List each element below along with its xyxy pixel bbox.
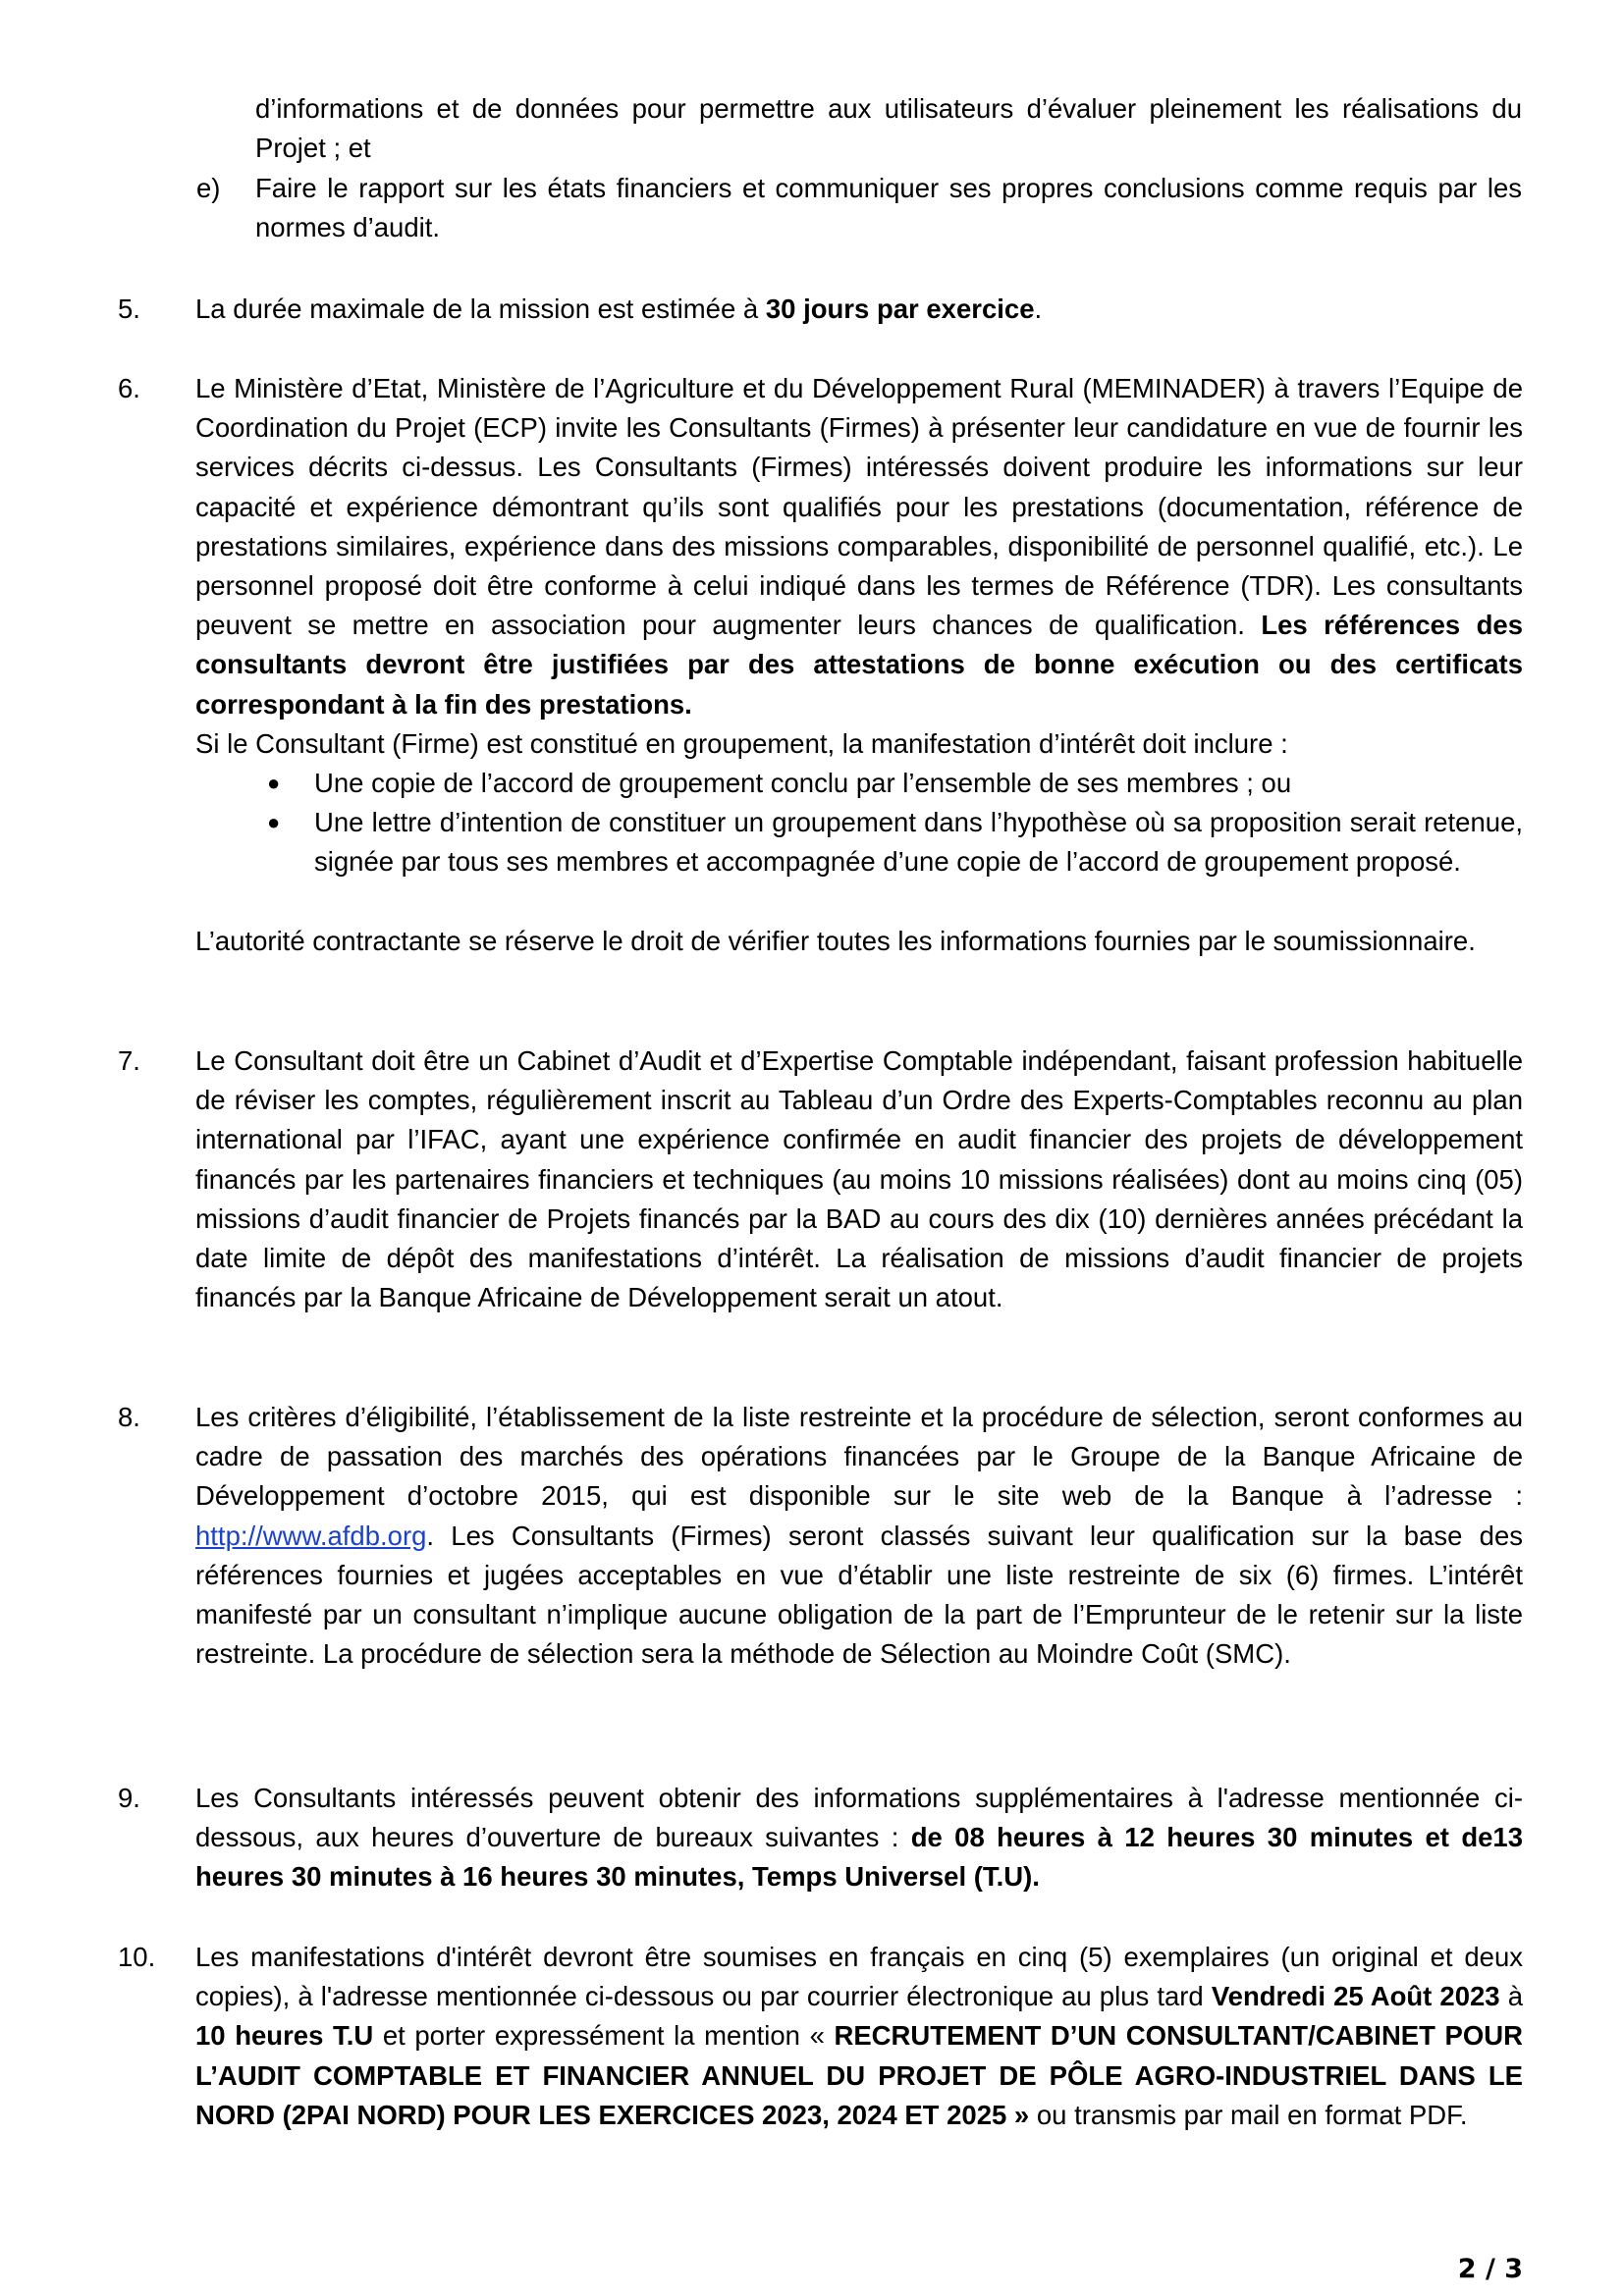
group-intro: Si le Consultant (Firme) est constitué en groupement, la manifestation d’intérêt doit inclure : xyxy=(195,728,1288,759)
paragraph-8: Les critères d’éligibilité, l’établissement de la liste restreinte et la procédure de sélection, seront conformes au cadre de passation des marchés des opérations financées par le Groupe de la Banque Africaine de Développement d’octobre 2015, qui est disponible sur le site web de la Banque à l’adresse : http://www.afdb.org. Les Consultants (Firmes) seront classés suivant leur qualification sur la base des références fournies et jugées acceptables en vue d’établir une liste restreinte de six (6) firmes. L’intérêt manifesté par un consultant n’implique aucune obligation de la part de l’Emprunteur de le retenir sur la liste restreinte. La procédure de sélection sera la méthode de Sélection au Moindre Coût (SMC). xyxy=(195,1402,1523,1670)
list-label-e: e) xyxy=(196,173,221,203)
paragraph-number-5: 5. xyxy=(118,294,140,324)
paragraph-number-9: 9. xyxy=(118,1783,140,1813)
page-number: 2 / 3 xyxy=(1457,2254,1523,2284)
paragraph-6-closing: L’autorité contractante se réserve le droit de vérifier toutes les informations fournies par le soumissionnaire. xyxy=(195,926,1476,956)
continuation-item-d: d’informations et de données pour permettre aux utilisateurs d’évaluer pleinement les réalisations du Projet ; et xyxy=(255,93,1522,164)
list-item-e: Faire le rapport sur les états financiers et communiquer ses propres conclusions comme requis par les normes d’audit. xyxy=(255,173,1522,243)
deadline-date: Vendredi 25 Août 2023 xyxy=(1211,1981,1500,2012)
office-hours: de 08 heures à 12 heures 30 minutes et de13 heures 30 minutes à 16 heures 30 minutes, Temps Universel (T.U). xyxy=(195,1822,1524,1893)
mission-duration: 30 jours par exercice xyxy=(765,294,1035,324)
paragraph-6: Le Ministère d’Etat, Ministère de l’Agriculture et du Développement Rural (MEMINADER) à travers l’Equipe de Coordination du Projet (ECP) invite les Consultants (Firmes) à présenter leur candidature en vue de fournir les services décrits ci-dessus. Les Consultants (Firmes) intéressés doivent produire les informations sur leur capacité et expérience démontrant qu’ils sont qualifiés pour les prestations (documentation, référence de prestations similaires, expérience dans des missions comparables, disponibilité de personnel qualifié, etc.). Le personnel proposé doit être conforme à celui indiqué dans les termes de Référence (TDR). Les consultants peuvent se mettre en association pour augmenter leurs chances de qualification. Les références des consultants devront être justifiées par des attestations de bonne exécution ou des certificats correspondant à la fin des prestations. xyxy=(195,373,1523,720)
bullet-icon: ● xyxy=(267,771,281,795)
paragraph-number-8: 8. xyxy=(118,1402,140,1432)
submission-title: RECRUTEMENT D’UN CONSULTANT/CABINET POUR L’AUDIT COMPTABLE ET FINANCIER ANNUEL DU PROJET DE PÔLE AGRO-INDUSTRIEL DANS LE NORD (2PAI NORD) POUR LES EXERCICES 2023, 2024 ET 2025 » xyxy=(195,2020,1523,2130)
bullet-item-1: Une copie de l’accord de groupement conclu par l’ensemble de ses membres ; ou xyxy=(314,768,1292,798)
paragraph-number-6: 6. xyxy=(118,373,140,403)
paragraph-9: Les Consultants intéressés peuvent obtenir des informations supplémentaires à l'adresse mentionnée ci-dessous, aux heures d’ouverture de bureaux suivantes : de 08 heures à 12 heures 30 minutes et de13 heures 30 minutes à 16 heures 30 minutes, Temps Universel (T.U). xyxy=(195,1783,1524,1893)
bullet-item-2: Une lettre d’intention de constituer un groupement dans l’hypothèse où sa proposition serait retenue, signée par tous ses membres et accompagnée d’une copie de l’accord de groupement proposé. xyxy=(314,807,1523,878)
references-requirement: Les références des consultants devront être justifiées par des attestations de bonne exécution ou des certificats correspondant à la fin des prestations. xyxy=(195,610,1523,720)
paragraph-7: Le Consultant doit être un Cabinet d’Audit et d’Expertise Comptable indépendant, faisant profession habituelle de réviser les comptes, régulièrement inscrit au Tableau d’un Ordre des Experts-Comptables reconnu au plan international par l’IFAC, ayant une expérience confirmée en audit financier des projets de développement financés par les partenaires financiers et techniques (au moins 10 missions réalisées) dont au moins cinq (05) missions d’audit financier de Projets financés par la BAD au cours des dix (10) dernières années précédant la date limite de dépôt des manifestations d’intérêt. La réalisation de missions d’audit financier de projets financés par la Banque Africaine de Développement serait un atout. xyxy=(195,1045,1523,1313)
deadline-time: 10 heures T.U xyxy=(195,2020,374,2052)
afdb-link[interactable]: http://www.afdb.org xyxy=(195,1520,427,1551)
bullet-icon: ● xyxy=(267,810,281,834)
paragraph-5: La durée maximale de la mission est estimée à 30 jours par exercice. xyxy=(195,294,1043,324)
paragraph-number-10: 10. xyxy=(118,1942,156,1972)
paragraph-number-7: 7. xyxy=(118,1045,140,1076)
paragraph-10: Les manifestations d'intérêt devront être soumises en français en cinq (5) exemplaires (un original et deux copies), à l'adresse mentionnée ci-dessous ou par courrier électronique au plus tard Vendredi 25 Août 2023 à 10 heures T.U et porter expressément la mention « RECRUTEMENT D’UN CONSULTANT/CABINET POUR L’AUDIT COMPTABLE ET FINANCIER ANNUEL DU PROJET DE PÔLE AGRO-INDUSTRIEL DANS LE NORD (2PAI NORD) POUR LES EXERCICES 2023, 2024 ET 2025 » ou transmis par mail en format PDF. xyxy=(195,1942,1523,2130)
